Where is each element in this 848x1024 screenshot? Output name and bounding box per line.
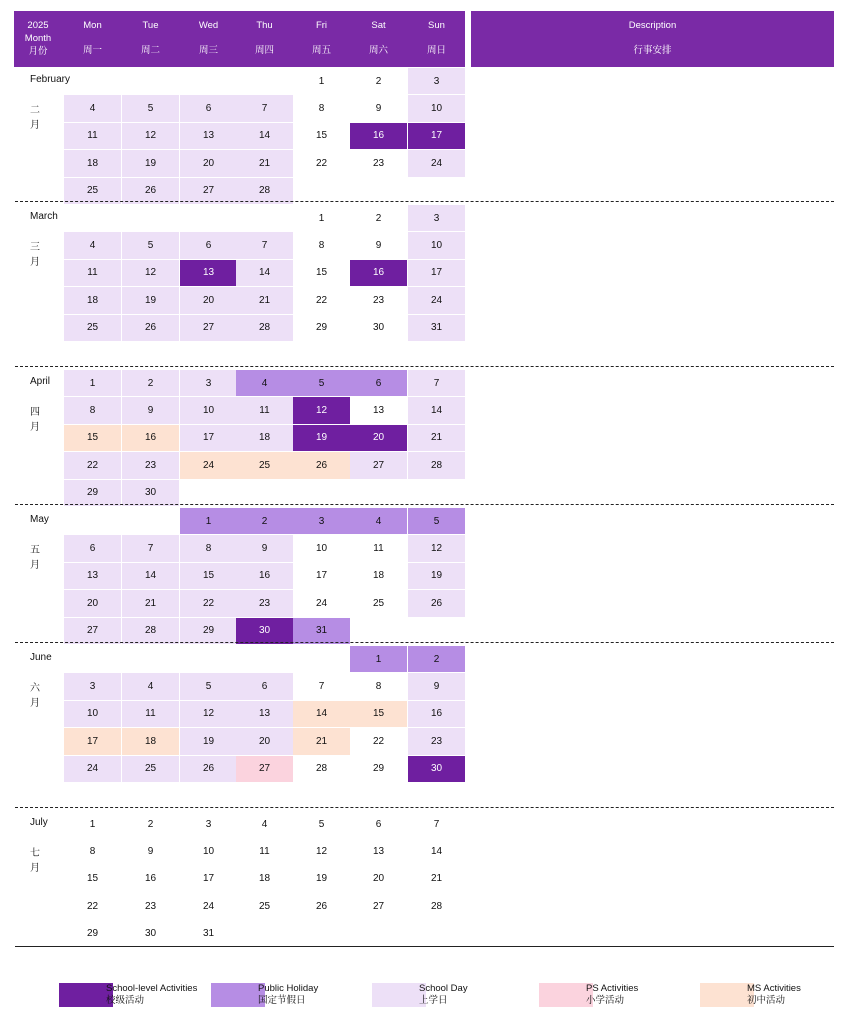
day-cell: 4 [64,232,121,258]
day-cell: 5 [122,95,179,121]
day-cell: 4 [236,370,293,396]
day-cell: 29 [180,618,237,644]
day-cell: 13 [180,260,237,286]
day-cell: 17 [408,260,465,286]
day-cell: 20 [64,590,121,616]
day-cell: 29 [86,928,99,940]
day-cell: 27 [372,900,385,912]
day-cell: 2 [408,646,465,672]
day-cell: 16 [350,123,407,149]
day-cell: 2 [236,508,293,534]
day-cell: 30 [144,928,157,940]
day-cell: 3 [205,818,212,830]
day-cell: 1 [89,818,96,830]
day-cell: 9 [122,397,179,423]
day-cell: 19 [315,873,328,885]
day-cell: 19 [180,728,237,754]
day-cell: 19 [122,150,179,176]
month-name-cn: 三月 [30,242,40,269]
day-cell: 3 [293,508,350,534]
day-cell: 6 [180,95,237,121]
day-cell: 12 [122,260,179,286]
month-name-en: March [30,211,58,222]
legend-swatch [700,983,754,1007]
header-day-sat: Sat 周六 [368,20,388,56]
day-cell: 15 [86,873,99,885]
day-cell: 24 [202,900,215,912]
month-separator [15,504,834,505]
day-cell: 15 [315,130,328,142]
day-cell: 22 [372,735,385,747]
day-cell: 1 [318,212,325,224]
day-cell: 5 [122,232,179,258]
day-cell: 20 [180,150,237,176]
day-cell: 31 [202,928,215,940]
day-cell: 3 [408,68,465,94]
day-cell: 10 [315,543,328,555]
day-cell: 11 [64,123,121,149]
day-cell: 25 [64,178,121,204]
legend-swatch [539,983,593,1007]
day-cell: 14 [122,563,179,589]
legend-label: School-level Activities 校级活动 [106,983,198,1006]
description-header [471,11,834,67]
day-cell: 7 [236,232,293,258]
day-cell: 2 [375,212,382,224]
day-cell: 9 [375,103,382,115]
month-name-cn: 七月 [30,848,40,875]
month-name-en: April [30,376,51,387]
day-cell: 24 [64,756,121,782]
day-cell: 30 [236,618,293,644]
day-cell: 29 [372,763,385,775]
month-name-cn: 五月 [30,545,40,572]
day-cell: 28 [430,900,443,912]
day-cell: 3 [64,673,121,699]
day-cell: 18 [372,570,385,582]
day-cell: 20 [180,287,237,313]
day-cell: 30 [372,322,385,334]
day-cell: 21 [236,150,293,176]
day-cell: 15 [315,267,328,279]
legend-swatch [59,983,113,1007]
month-separator [15,642,834,643]
day-cell: 1 [350,646,407,672]
day-cell: 4 [350,508,407,534]
day-cell: 30 [408,756,465,782]
day-cell: 12 [315,846,328,858]
day-cell: 10 [180,397,237,423]
day-cell: 9 [375,240,382,252]
day-cell: 15 [180,563,237,589]
header-day-sun: Sun 周日 [426,20,446,56]
day-cell: 14 [236,123,293,149]
day-cell: 23 [144,900,157,912]
day-cell: 14 [430,846,443,858]
day-cell: 20 [236,728,293,754]
day-cell: 10 [408,232,465,258]
day-cell: 23 [122,452,179,478]
day-cell: 26 [122,178,179,204]
day-cell: 16 [144,873,157,885]
day-cell: 21 [122,590,179,616]
day-cell: 18 [122,728,179,754]
day-cell: 31 [408,315,465,341]
day-cell: 22 [315,294,328,306]
day-cell: 11 [259,846,270,858]
day-cell: 17 [408,123,465,149]
day-cell: 23 [236,590,293,616]
month-name-en: July [30,817,48,828]
description-title: Description 行事安排 [628,20,677,56]
day-cell: 1 [318,75,325,87]
day-cell: 26 [180,756,237,782]
day-cell: 18 [236,425,293,451]
day-cell: 9 [147,846,154,858]
day-cell: 7 [433,818,440,830]
day-cell: 8 [64,397,121,423]
day-cell: 6 [64,535,121,561]
day-cell: 5 [318,818,325,830]
day-cell: 7 [236,95,293,121]
day-cell: 26 [293,452,350,478]
day-cell: 6 [236,673,293,699]
day-cell: 3 [408,205,465,231]
day-cell: 15 [64,425,121,451]
day-cell: 22 [64,452,121,478]
day-cell: 12 [122,123,179,149]
day-cell: 6 [375,818,382,830]
day-cell: 13 [64,563,121,589]
day-cell: 19 [408,563,465,589]
day-cell: 23 [408,728,465,754]
day-cell: 12 [293,397,350,423]
month-separator [15,807,834,808]
day-cell: 11 [236,397,293,423]
day-cell: 8 [180,535,237,561]
day-cell: 12 [180,701,237,727]
header-day-tue: Tue 周二 [140,20,160,56]
day-cell: 2 [122,370,179,396]
day-cell: 30 [122,480,179,506]
day-cell: 12 [408,535,465,561]
day-cell: 4 [64,95,121,121]
day-cell: 25 [372,597,385,609]
day-cell: 31 [293,618,350,644]
month-separator [15,366,834,367]
day-cell: 16 [350,260,407,286]
day-cell: 15 [350,701,407,727]
day-cell: 19 [293,425,350,451]
day-cell: 28 [122,618,179,644]
day-cell: 24 [315,597,328,609]
day-cell: 19 [122,287,179,313]
day-cell: 23 [372,157,385,169]
month-name-en: February [30,74,71,85]
day-cell: 14 [236,260,293,286]
day-cell: 28 [236,315,293,341]
legend-label: School Day 上学日 [419,983,468,1006]
day-cell: 18 [258,873,271,885]
day-cell: 22 [180,590,237,616]
day-cell: 29 [64,480,121,506]
day-cell: 8 [89,846,96,858]
day-cell: 10 [408,95,465,121]
day-cell: 16 [122,425,179,451]
day-cell: 13 [180,123,237,149]
calendar-header [14,11,465,67]
day-cell: 17 [315,570,328,582]
day-cell: 14 [293,701,350,727]
day-cell: 24 [408,150,465,176]
day-cell: 21 [236,287,293,313]
day-cell: 27 [180,178,237,204]
day-cell: 14 [408,397,465,423]
header-day-mon: Mon 周一 [82,20,102,56]
day-cell: 17 [64,728,121,754]
day-cell: 25 [236,452,293,478]
month-name-en: June [30,652,52,663]
day-cell: 27 [180,315,237,341]
day-cell: 18 [64,150,121,176]
legend-label: Public Holiday 国定节假日 [258,983,319,1006]
month-name-cn: 二月 [30,105,40,132]
day-cell: 21 [408,425,465,451]
day-cell: 29 [315,322,328,334]
month-name-cn: 六月 [30,683,40,710]
day-cell: 8 [375,681,382,693]
day-cell: 13 [372,846,385,858]
day-cell: 13 [236,701,293,727]
day-cell: 11 [373,543,384,555]
day-cell: 16 [408,701,465,727]
day-cell: 8 [318,103,325,115]
day-cell: 20 [350,425,407,451]
day-cell: 3 [180,370,237,396]
day-cell: 25 [258,900,271,912]
day-cell: 21 [293,728,350,754]
day-cell: 1 [180,508,237,534]
day-cell: 2 [147,818,154,830]
day-cell: 5 [408,508,465,534]
day-cell: 25 [64,315,121,341]
day-cell: 9 [236,535,293,561]
legend-label: PS Activities 小学活动 [586,983,639,1006]
day-cell: 4 [261,818,268,830]
day-cell: 11 [122,701,179,727]
month-name-cn: 四月 [30,407,40,434]
day-cell: 9 [408,673,465,699]
header-day-wed: Wed 周三 [198,20,219,56]
day-cell: 27 [236,756,293,782]
day-cell: 24 [180,452,237,478]
legend-swatch [211,983,265,1007]
legend-label: MS Activities 初中活动 [747,983,801,1006]
day-cell: 6 [180,232,237,258]
day-cell: 28 [408,452,465,478]
day-cell: 5 [293,370,350,396]
day-cell: 6 [350,370,407,396]
day-cell: 28 [315,763,328,775]
day-cell: 8 [318,240,325,252]
day-cell: 7 [408,370,465,396]
day-cell: 10 [64,701,121,727]
header-year-month: 2025 Month 月份 [24,20,52,57]
day-cell: 7 [318,681,325,693]
month-separator [15,201,834,202]
legend-swatch [372,983,426,1007]
day-cell: 5 [180,673,237,699]
day-cell: 24 [408,287,465,313]
day-cell: 20 [372,873,385,885]
day-cell: 25 [122,756,179,782]
day-cell: 16 [236,563,293,589]
day-cell: 22 [315,157,328,169]
day-cell: 17 [180,425,237,451]
day-cell: 11 [64,260,121,286]
calendar-bottom-rule [15,946,834,947]
day-cell: 7 [122,535,179,561]
day-cell: 27 [64,618,121,644]
day-cell: 2 [375,75,382,87]
day-cell: 1 [64,370,121,396]
day-cell: 26 [408,590,465,616]
day-cell: 13 [372,405,385,417]
day-cell: 10 [202,846,215,858]
day-cell: 17 [202,873,215,885]
day-cell: 26 [315,900,328,912]
day-cell: 27 [350,452,407,478]
month-name-en: May [30,514,49,525]
header-day-thu: Thu 周四 [254,20,274,56]
day-cell: 22 [86,900,99,912]
day-cell: 26 [122,315,179,341]
day-cell: 4 [122,673,179,699]
day-cell: 28 [236,178,293,204]
day-cell: 18 [64,287,121,313]
day-cell: 21 [430,873,443,885]
header-day-fri: Fri 周五 [311,20,331,56]
day-cell: 23 [372,294,385,306]
